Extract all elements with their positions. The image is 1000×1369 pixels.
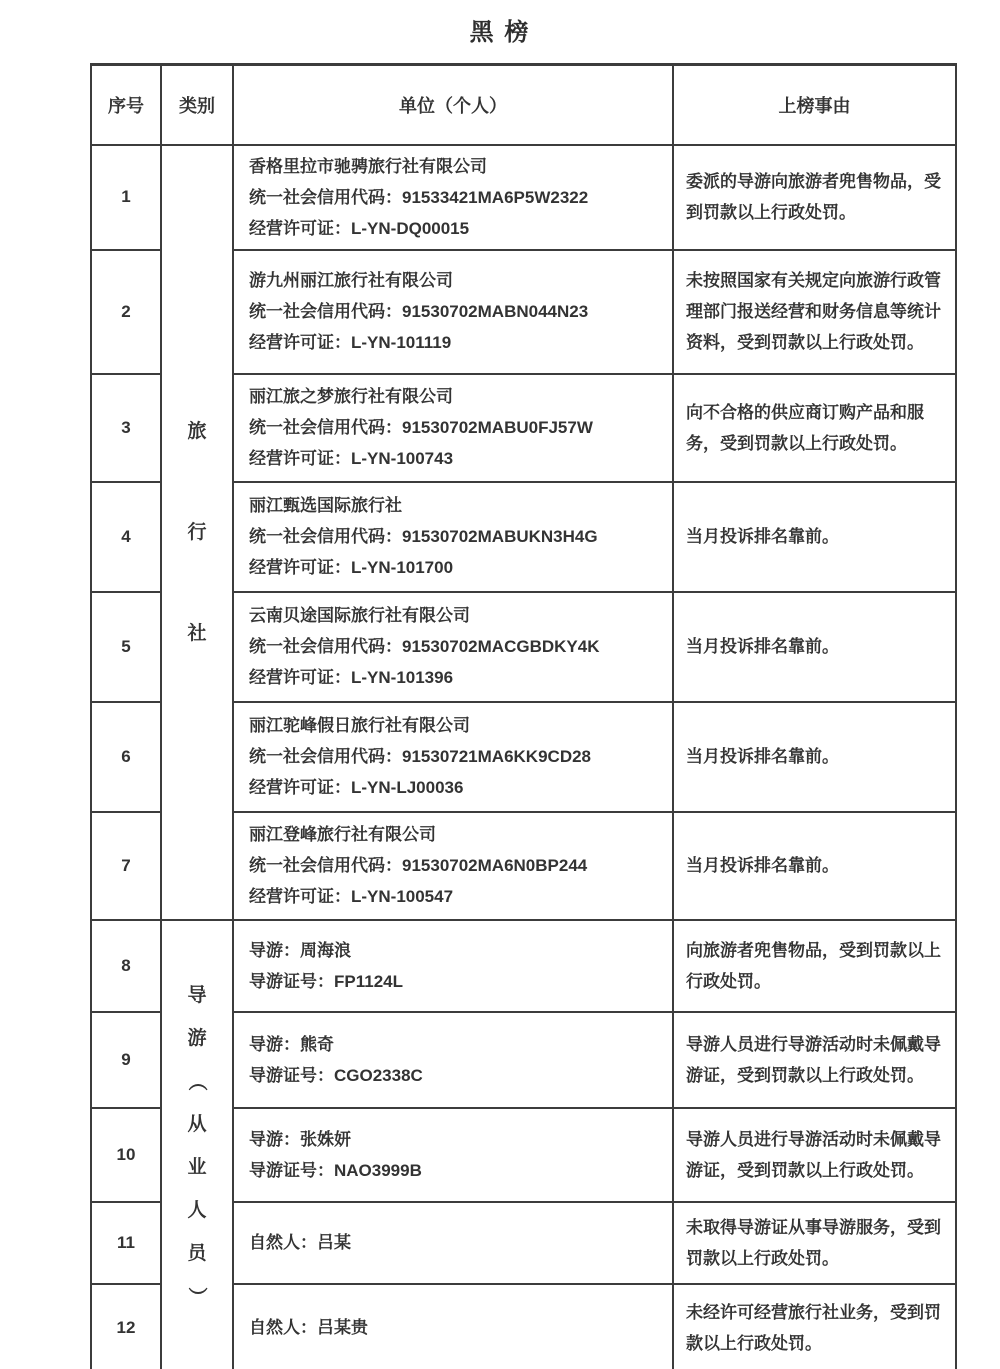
- category-char: 行: [187, 521, 207, 543]
- unit-line: 经营许可证：L-YN-LJ00036: [249, 778, 464, 797]
- col-header-index: 序号: [91, 65, 161, 145]
- unit-line: 导游：张姝妍: [249, 1129, 351, 1149]
- row-number: 6: [91, 702, 161, 812]
- unit-line: 经营许可证：L-YN-DQ00015: [249, 218, 470, 238]
- unit-line: 统一社会信用代码：91530702MABU0FJ57W: [249, 418, 593, 437]
- reason-cell: 导游人员进行导游活动时未佩戴导游证，受到罚款以上行政处罚。: [673, 1108, 956, 1202]
- reason-cell: 当月投诉排名靠前。: [673, 592, 956, 702]
- unit-line: 云南贝途国际旅行社有限公司: [249, 606, 470, 625]
- category-char: 人: [187, 1199, 207, 1221]
- unit-line: 统一社会信用代码：91530702MABN044N23: [249, 302, 589, 321]
- table-row: [91, 920, 956, 1012]
- row-number: 8: [91, 920, 161, 1012]
- unit-line: 统一社会信用代码：91530721MA6KK9CD28: [249, 747, 592, 766]
- category-char: 旅: [187, 420, 207, 442]
- unit-cell: [233, 250, 673, 374]
- unit-line: 丽江甄选国际旅行社: [249, 496, 402, 515]
- category-char: 从: [187, 1113, 207, 1135]
- unit-cell: [233, 920, 673, 1012]
- category-char: （: [186, 1071, 208, 1091]
- reason-cell: 向不合格的供应商订购产品和服务，受到罚款以上行政处罚。: [673, 374, 956, 482]
- category-vertical-label: [163, 422, 231, 643]
- unit-line: 游九州丽江旅行社有限公司: [249, 271, 453, 290]
- unit-line: 经营许可证：L-YN-100743: [249, 449, 454, 468]
- header-row: [91, 65, 956, 145]
- unit-line: 经营许可证：L-YN-101396: [249, 668, 454, 687]
- unit-line: 丽江登峰旅行社有限公司: [249, 825, 436, 844]
- row-number: 11: [91, 1202, 161, 1284]
- unit-cell: [233, 1012, 673, 1108]
- unit-cell: [233, 374, 673, 482]
- unit-line: 经营许可证：L-YN-100547: [249, 887, 454, 906]
- reason-cell: 未取得导游证从事导游服务，受到罚款以上行政处罚。: [673, 1202, 956, 1284]
- row-number: 9: [91, 1012, 161, 1108]
- row-number: 10: [91, 1108, 161, 1202]
- unit-cell: [233, 1284, 673, 1369]
- unit-cell: [233, 812, 673, 920]
- unit-line: 统一社会信用代码：91530702MA6N0BP244: [249, 856, 588, 875]
- row-number: 4: [91, 482, 161, 592]
- category-vertical-label: [163, 986, 231, 1306]
- unit-line: 导游证号：NAO3999B: [249, 1160, 422, 1180]
- reason-cell: 未经许可经营旅行社业务，受到罚款以上行政处罚。: [673, 1284, 956, 1369]
- category-cell: [161, 145, 233, 920]
- reason-cell: 向旅游者兜售物品，受到罚款以上行政处罚。: [673, 920, 956, 1012]
- category-char: 业: [187, 1156, 207, 1178]
- blacklist-table: [90, 63, 957, 1369]
- unit-line: 经营许可证：L-YN-101119: [249, 333, 452, 352]
- unit-cell: [233, 702, 673, 812]
- row-number: 7: [91, 812, 161, 920]
- unit-line: 导游证号：FP1124L: [249, 971, 403, 991]
- category-char: 导: [187, 984, 207, 1006]
- unit-cell: [233, 1202, 673, 1284]
- unit-line: 统一社会信用代码：91533421MA6P5W2322: [249, 187, 589, 207]
- category-cell: [161, 920, 233, 1369]
- table-row: [91, 145, 956, 250]
- category-char: 游: [187, 1027, 207, 1049]
- row-number: 2: [91, 250, 161, 374]
- col-header-reason: 上榜事由: [673, 65, 956, 145]
- unit-line: 统一社会信用代码：91530702MABUKN3H4G: [249, 527, 598, 546]
- unit-line: 自然人：吕某: [249, 1233, 351, 1252]
- col-header-unit: 单位（个人）: [233, 65, 673, 145]
- unit-line: 导游：熊奇: [249, 1034, 334, 1054]
- table-body: [91, 145, 956, 1369]
- unit-line: 统一社会信用代码：91530702MACGBDKY4K: [249, 637, 600, 656]
- category-char: 社: [187, 622, 207, 644]
- unit-line: 导游证号：CGO2338C: [249, 1065, 423, 1085]
- reason-cell: 未按照国家有关规定向旅游行政管理部门报送经营和财务信息等统计资料，受到罚款以上行政处罚。: [673, 250, 956, 374]
- reason-cell: 当月投诉排名靠前。: [673, 812, 956, 920]
- unit-line: 香格里拉市驰骋旅行社有限公司: [249, 156, 487, 176]
- row-number: 5: [91, 592, 161, 702]
- unit-line: 经营许可证：L-YN-101700: [249, 558, 454, 577]
- row-number: 12: [91, 1284, 161, 1369]
- unit-cell: [233, 482, 673, 592]
- page-title: 黑 榜: [469, 19, 531, 46]
- unit-cell: [233, 592, 673, 702]
- row-number: 1: [91, 145, 161, 250]
- reason-cell: 导游人员进行导游活动时未佩戴导游证，受到罚款以上行政处罚。: [673, 1012, 956, 1108]
- unit-cell: [233, 145, 673, 250]
- reason-cell: 当月投诉排名靠前。: [673, 702, 956, 812]
- unit-line: 丽江驼峰假日旅行社有限公司: [249, 716, 470, 735]
- unit-cell: [233, 1108, 673, 1202]
- unit-line: 丽江旅之梦旅行社有限公司: [249, 387, 453, 406]
- category-char: 员: [187, 1242, 207, 1264]
- col-header-category: 类别: [161, 65, 233, 145]
- reason-cell: 当月投诉排名靠前。: [673, 482, 956, 592]
- reason-cell: 委派的导游向旅游者兜售物品，受到罚款以上行政处罚。: [673, 145, 956, 250]
- row-number: 3: [91, 374, 161, 482]
- unit-line: 导游：周海浪: [249, 940, 351, 960]
- category-char: ）: [186, 1286, 208, 1306]
- unit-line: 自然人：吕某贵: [249, 1318, 368, 1337]
